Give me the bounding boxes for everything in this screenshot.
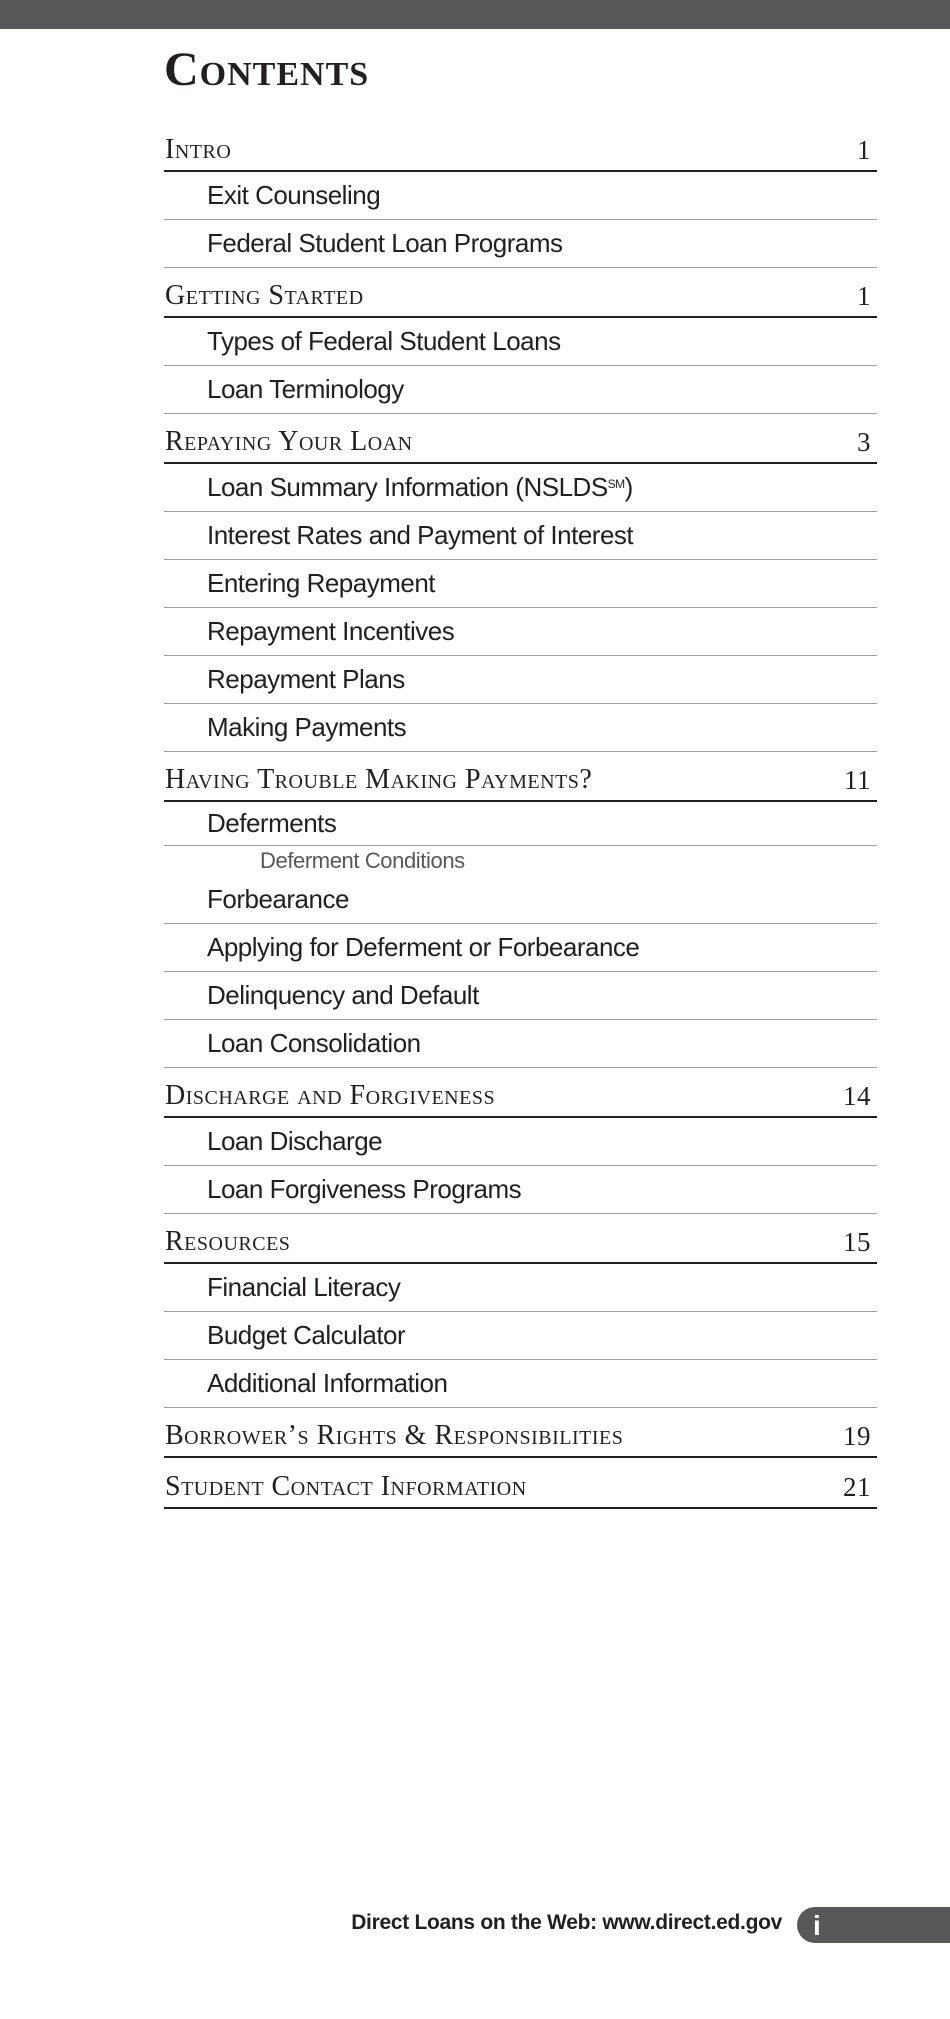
toc-section-getting-started[interactable] — [164, 272, 877, 318]
section-page: 14 — [843, 1081, 871, 1111]
section-page: 19 — [843, 1421, 871, 1451]
section-page: 1 — [857, 281, 871, 311]
page-title: Contents — [164, 43, 370, 96]
toc-item[interactable]: Repayment Plans — [164, 656, 877, 704]
footer-label: Direct Loans on the Web: — [351, 1911, 597, 1934]
toc-section-having-trouble[interactable] — [164, 756, 877, 802]
toc-item[interactable]: Financial Literacy — [164, 1264, 877, 1312]
section-title: Getting Started — [165, 280, 364, 311]
toc-section-resources[interactable] — [164, 1218, 877, 1264]
toc-section-discharge-and-forgiveness[interactable] — [164, 1072, 877, 1118]
footer-url-link[interactable]: www.direct.ed.gov — [602, 1911, 782, 1934]
table-of-contents — [164, 126, 877, 1509]
toc-item[interactable]: Loan Terminology — [164, 366, 877, 414]
toc-item-close: ) — [624, 472, 633, 502]
toc-item[interactable]: Making Payments — [164, 704, 877, 752]
toc-subitem[interactable]: Deferment Conditions — [260, 848, 465, 873]
toc-item[interactable]: Delinquency and Default — [164, 972, 877, 1020]
section-title: Having Trouble Making Payments? — [165, 764, 593, 795]
toc-item[interactable]: Federal Student Loan Programs — [164, 220, 877, 268]
section-title: Discharge and Forgiveness — [165, 1080, 496, 1111]
toc-section-borrowers-rights[interactable] — [164, 1412, 877, 1458]
toc-item[interactable]: Types of Federal Student Loans — [164, 318, 877, 366]
toc-item[interactable]: Additional Information — [164, 1360, 877, 1408]
toc-section-intro[interactable] — [164, 126, 877, 172]
section-page: 3 — [857, 427, 871, 457]
toc-item[interactable]: Budget Calculator — [164, 1312, 877, 1360]
section-title: Student Contact Information — [165, 1471, 527, 1502]
toc-item[interactable]: Exit Counseling — [164, 172, 877, 220]
section-page: 1 — [857, 135, 871, 165]
toc-item[interactable]: Forbearance — [164, 876, 877, 924]
section-title: Resources — [165, 1226, 291, 1257]
section-page: 15 — [843, 1227, 871, 1257]
footer-text — [351, 1911, 782, 1935]
section-title: Intro — [165, 134, 232, 165]
toc-item-text: Loan Summary Information (NSLDS — [207, 472, 608, 502]
toc-item[interactable]: Interest Rates and Payment of Interest — [164, 512, 877, 560]
page-number-tab — [797, 1907, 950, 1943]
toc-item[interactable]: Repayment Incentives — [164, 608, 877, 656]
section-page: 21 — [843, 1472, 871, 1502]
toc-item[interactable]: Deferments — [164, 802, 877, 846]
toc-section-student-contact-information[interactable] — [164, 1458, 877, 1509]
section-title: Borrower’s Rights & Responsibilities — [165, 1420, 624, 1451]
toc-item[interactable]: Entering Repayment — [164, 560, 877, 608]
toc-item[interactable]: Loan Discharge — [164, 1118, 877, 1166]
section-title: Repaying Your Loan — [165, 426, 413, 457]
section-page: 11 — [844, 765, 871, 795]
toc-item[interactable]: Loan Forgiveness Programs — [164, 1166, 877, 1214]
toc-item[interactable]: Loan Consolidation — [164, 1020, 877, 1068]
page-number: i — [813, 1910, 821, 1941]
toc-item-nslds[interactable]: Loan Summary Information (NSLDS ℠ ) — [164, 464, 877, 512]
toc-item[interactable]: Applying for Deferment or Forbearance — [164, 924, 877, 972]
top-bar — [0, 0, 950, 29]
page-footer — [0, 1907, 950, 1945]
toc-section-repaying-your-loan[interactable] — [164, 418, 877, 464]
